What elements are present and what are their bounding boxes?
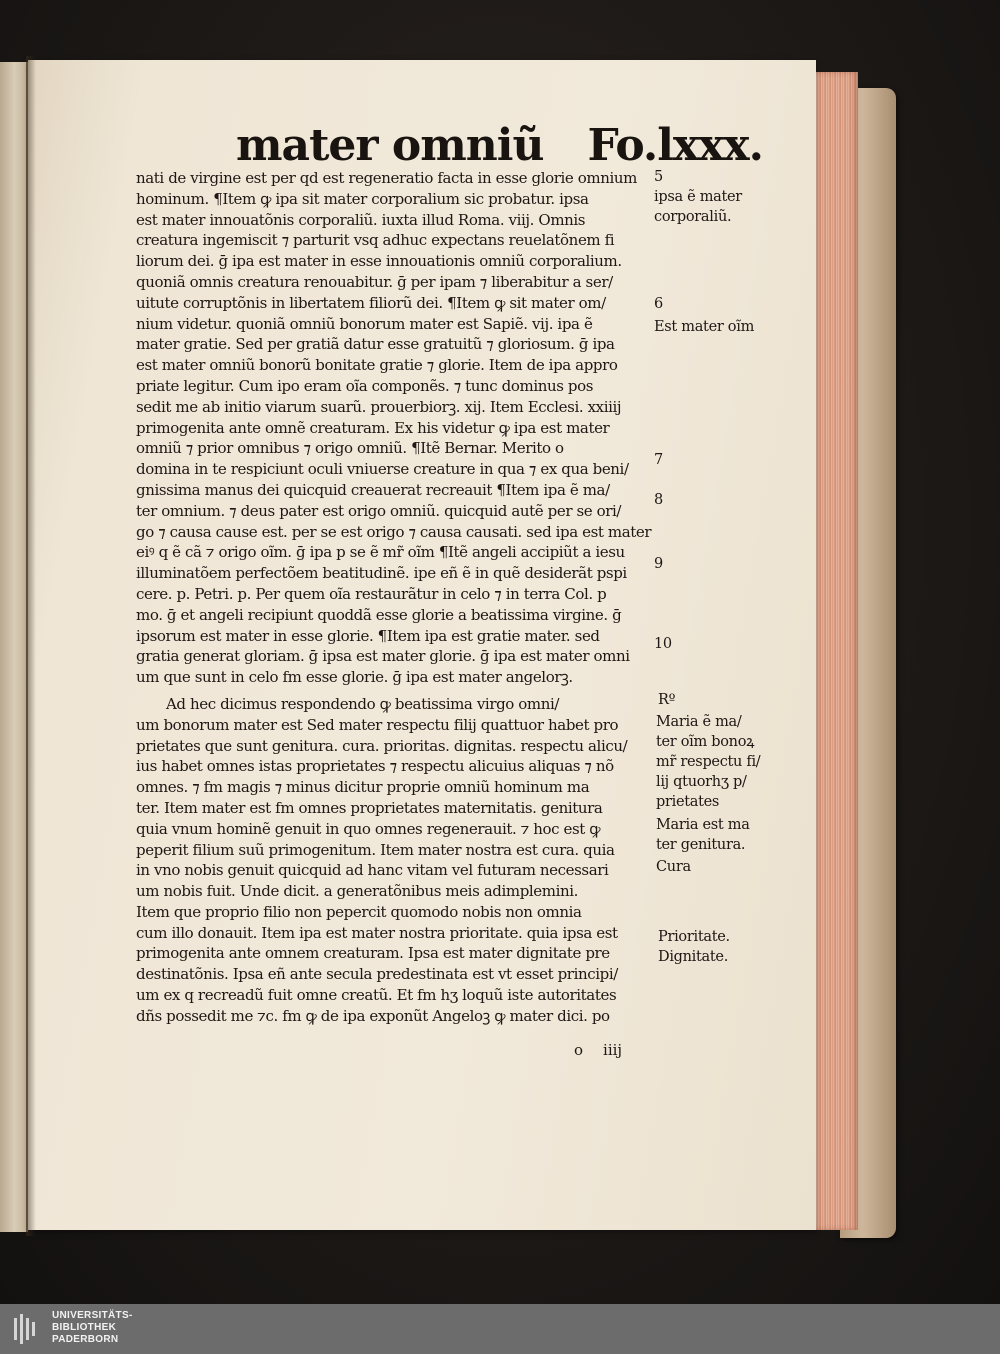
text-line: cum illo donauit. Item ipa est mater nostra prioritate. quia ipsa est [136,923,618,942]
marginal-note: Dignitate. [658,949,729,965]
text-line: Item que proprio filio non pepercit quomodo nobis non omnia [136,902,582,921]
text-line: um ex q recreadũ fuit omne creatũ. Et fm hʒ loquũ iste autoritates [136,986,617,1005]
previous-page-edge [0,62,28,1232]
text-line: liorum dei. ḡ ipa est mater in esse innouationis omniũ corporalium. [136,252,622,271]
marginal-note: 7 [654,452,663,468]
text-line: est mater innouatõnis corporaliũ. iuxta illud Roma. viij. Omnis [136,210,586,229]
spine-shadow [26,56,36,1236]
text-line: go ⁊ causa cause est. per se est origo ⁊ causa causati. sed ipa est mater [136,522,652,541]
marginal-note: 9 [654,556,663,572]
text-line: mater gratie. Sed per gratiã datur esse gratuitũ ⁊ gloriosum. ḡ ipa [136,335,615,354]
library-name-line: PADERBORN [52,1334,119,1345]
marginal-note: mr̃ respectu fi/ [656,754,761,770]
text-line: um que sunt in celo fm esse glorie. ḡ ipa est mater angelorꝫ. [136,668,573,687]
text-line: destinatõnis. Ipsa eñ ante secula predestinata est vt esset principi/ [136,965,618,984]
text-line: uitute corruptõnis in libertatem filiorũ dei. ¶Item ꝙ sit mater om/ [136,293,606,312]
text-line: um bonorum mater est Sed mater respectu filij quattuor habet pro [136,715,619,734]
text-line: ter omnium. ⁊ deus pater est origo omniũ. quicquid autẽ per se ori/ [136,501,622,520]
marginal-note: prietates [656,794,720,810]
marginal-note: ter oĩm bonoꝝ [656,734,755,750]
text-line: omnes. ⁊ fm magis ⁊ minus dicitur proprie omniũ hominum ma [136,778,590,797]
marginal-note: Rº [658,692,676,708]
main-text-column [136,168,652,1027]
text-line: in vno nobis genuit quicquid ad hanc vitam vel futuram necessari [136,861,609,880]
text-line: quoniã omnis creatura renouabitur. ḡ per ipam ⁊ liberabitur a ser/ [136,272,613,291]
text-line: Ad hec dicimus respondendo ꝙ beatissima virgo omni/ [166,694,560,713]
running-title: mater omniũ [236,120,544,171]
marginal-note: corporaliũ. [654,209,732,225]
text-line: cere. p. Petri. p. Per quem oĩa restaurãtur in celo ⁊ in terra Col. p [136,584,607,603]
text-line: um nobis fuit. Unde dicit. a generatõnibus meis adimplemini. [136,882,579,901]
text-line: creatura ingemiscit ⁊ parturit vsq adhuc expectans reuelatõnem fi [136,231,615,250]
text-line: sedit me ab initio viarum suarũ. prouerbiorꝫ. xij. Item Ecclesi. xxiiij [136,397,622,416]
text-line: nati de virgine est per qd est regeneratio facta in esse glorie omnium [136,169,637,187]
library-name [52,1310,133,1346]
marginal-note: Cura [656,859,691,875]
marginal-note: Maria est ma [656,817,750,833]
marginal-note: Est mater oĩm [654,319,755,335]
text-line: dñs possedit me ⁊c. fm ꝙ de ipa exponũt Angeloꝫ ꝙ mater dici. po [136,1006,610,1025]
text-line: est mater omniũ bonorũ bonitate gratie ⁊ glorie. Item de ipa appro [136,356,618,375]
text-line: nium videtur. quoniã omniũ bonorum mater est Sapiẽ. vij. ipa ẽ [136,314,593,333]
text-line: ter. Item mater est fm omnes proprietates maternitatis. genitura [136,798,603,817]
text-line: ipsorum est mater in esse glorie. ¶Item ipa est gratie mater. sed [136,626,600,645]
text-line: gratia generat gloriam. ḡ ipsa est mater glorie. ḡ ipa est mater omni [136,647,630,666]
text-line: prietates que sunt genitura. cura. prioritas. dignitas. respectu alicu/ [136,736,628,755]
text-line: peperit filium suũ primogenitum. Item mater nostra est cura. quia [136,840,615,859]
marginal-note: 8 [654,492,663,508]
marginal-note: 5 [654,169,663,185]
signature-letter: o [574,1041,584,1059]
text-line: primogenita ante omnem creaturam. Ipsa est mater dignitate pre [136,944,610,963]
library-name-line: BIBLIOTHEK [52,1322,117,1333]
text-line: domina in te respiciunt oculi vniuerse creature in qua ⁊ ex qua beni/ [136,460,629,479]
marginal-note: lij qtuorhʒ p/ [656,774,747,790]
folio-number: Fo.lxxx. [587,120,763,171]
library-logo-icon [14,1314,44,1344]
marginal-note: Maria ẽ ma/ [656,714,742,730]
text-line: omniũ ⁊ prior omnibus ⁊ origo omniũ. ¶Itẽ Bernar. Merito o [136,439,564,458]
marginal-note: 10 [654,636,672,652]
text-line: illuminatõem perfectõem beatitudinẽ. ipe eñ ẽ in quẽ desiderãt pspi [136,564,627,583]
library-footer-bar [0,1304,1000,1354]
running-head [236,120,763,171]
text-line: eiꝰ q ẽ cã ⁊ origo oĩm. ḡ ipa p se ẽ mr̃ oĩm ¶Itẽ angeli accipiũt a iesu [136,543,625,562]
library-name-line: UNIVERSITÄTS- [52,1310,133,1321]
marginal-note: 6 [654,296,663,312]
text-line: ius habet omnes istas proprietates ⁊ respectu alicuius aliquas ⁊ nõ [136,757,614,776]
text-line: primogenita ante omnẽ creaturam. Ex his videtur ꝙ ipa est mater [136,418,610,437]
marginal-note: ipsa ẽ mater [654,189,742,205]
signature-mark [574,1041,622,1059]
signature-number: iiij [603,1041,623,1059]
marginal-note: Prioritate. [658,929,730,945]
text-line: mo. ḡ et angeli recipiunt quoddã esse glorie a beatissima virgine. ḡ [136,605,622,624]
text-line: gnissima manus dei quicquid creauerat recreauit ¶Item ipa ẽ ma/ [136,480,610,499]
text-line: quia vnum hominẽ genuit in quo omnes regenerauit. ⁊ hoc est ꝙ [136,819,601,838]
marginal-note: ter genitura. [656,837,746,853]
text-line: hominum. ¶Item ꝙ ipa sit mater corporalium sic probatur. ipsa [136,189,589,208]
text-line: priate legitur. Cum ipo eram oĩa componẽs. ⁊ tunc dominus pos [136,376,594,395]
